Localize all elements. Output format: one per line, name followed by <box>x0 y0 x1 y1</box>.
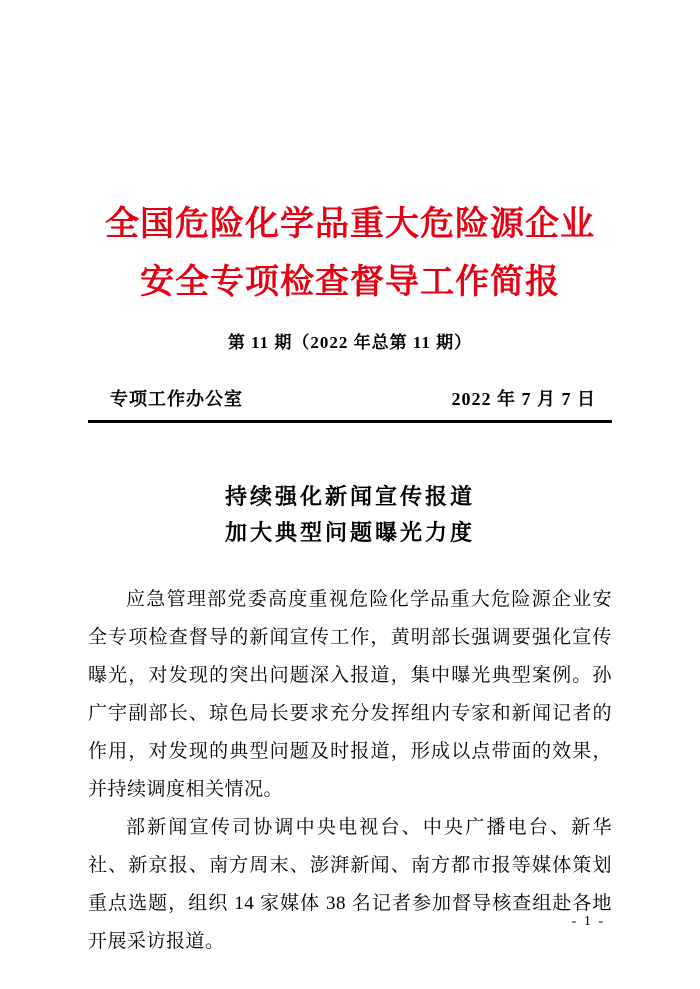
article-heading-line-2: 加大典型问题曝光力度 <box>224 520 475 545</box>
article-heading <box>88 479 612 551</box>
body-paragraph-1: 应急管理部党委高度重视危险化学品重大危险源企业安全专项检查督导的新闻宣传工作，黄明部长强调要强化宣传曝光，对发现的突出问题深入报道，集中曝光典型案例。孙广宇副部长、琼色局长要求充分发挥组内专家和新闻记者的作用，对发现的典型问题及时报道，形成以点带面的效果，并持续调度相关情况。 <box>88 589 612 800</box>
masthead-rule <box>88 420 612 423</box>
body-paragraph-2: 部新闻宣传司协调中央电视台、中央广播电台、新华社、新京报、南方周末、澎湃新闻、南方都市报等媒体策划重点选题，组织 14 家媒体 38 名记者参加督导核查组赴各地开展采访报道。 <box>88 817 612 952</box>
masthead-row <box>88 386 612 412</box>
title-line-2: 安全专项检查督导工作简报 <box>140 264 560 301</box>
issuing-office: 专项工作办公室 <box>110 389 243 409</box>
page-number: - 1 - <box>571 914 605 929</box>
title-line-1: 全国危险化学品重大危险源企业 <box>105 206 595 243</box>
document-title <box>88 0 612 312</box>
issue-number-line: 第 11 期（2022 年总第 11 期） <box>227 333 473 352</box>
article-heading-line-1: 持续强化新闻宣传报道 <box>224 484 475 509</box>
issue-date: 2022 年 7 月 7 日 <box>451 389 596 409</box>
